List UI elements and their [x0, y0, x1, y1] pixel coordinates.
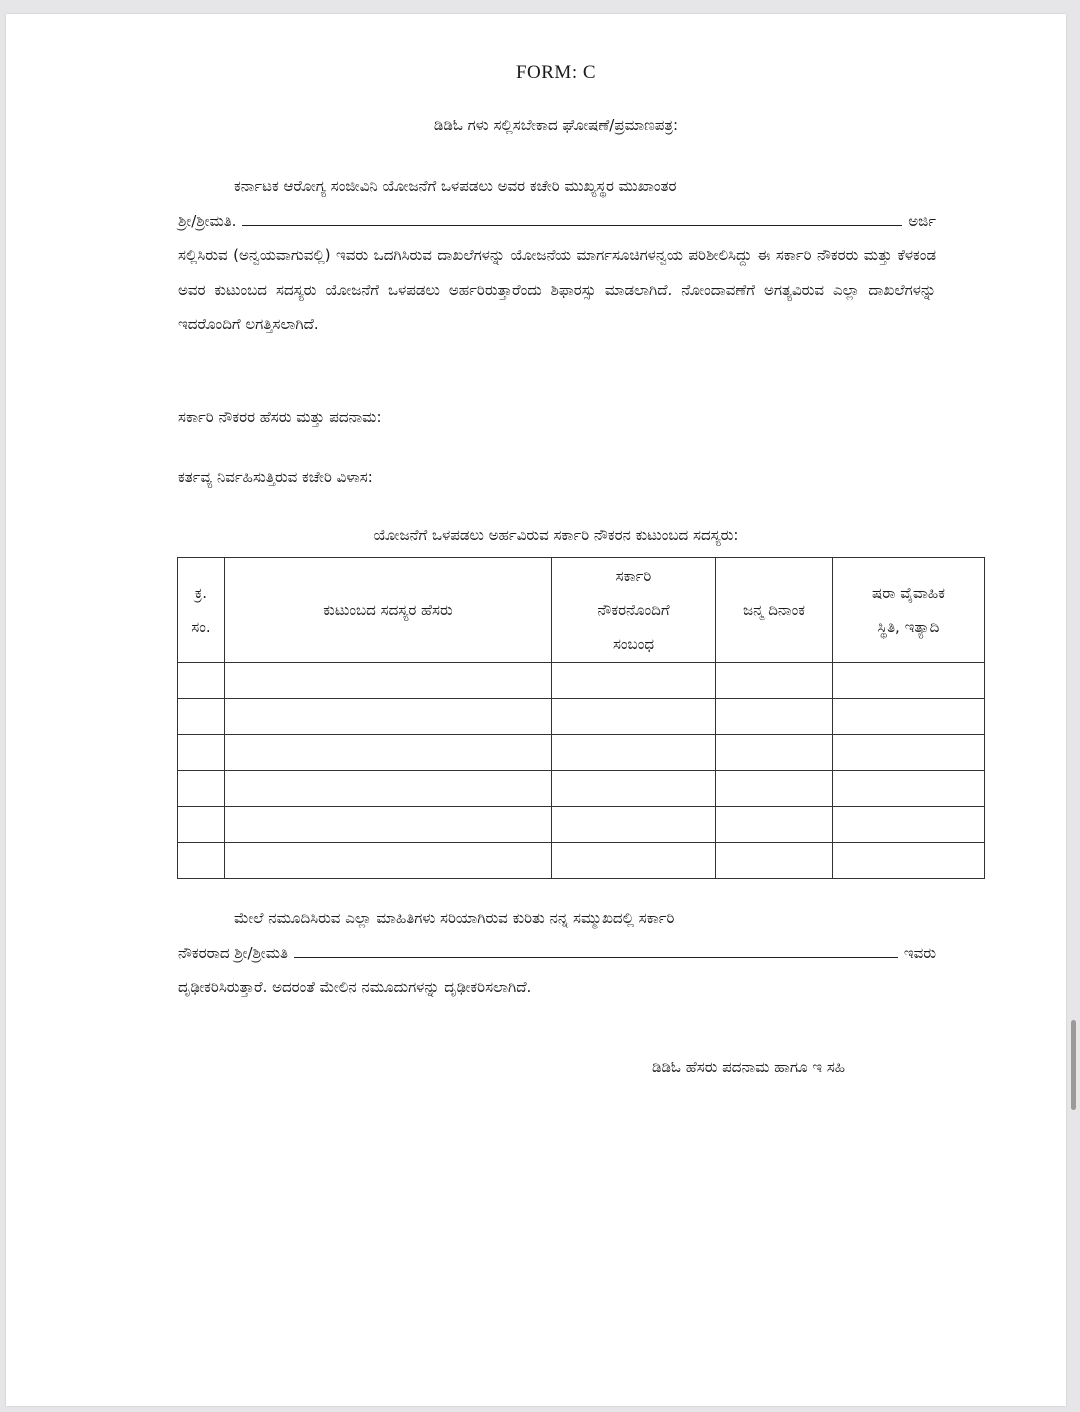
table-row — [178, 807, 985, 843]
table-cell[interactable] — [225, 807, 552, 843]
confirm-name-blank[interactable] — [294, 939, 898, 958]
table-cell[interactable] — [833, 771, 985, 807]
employee-name-line — [178, 204, 936, 239]
header-serial — [178, 558, 225, 663]
header-relation-line1: ಸರ್ಕಾರಿ — [615, 567, 652, 585]
form-title: FORM: C — [515, 62, 597, 83]
table-cell[interactable] — [178, 735, 225, 771]
table-row — [178, 735, 985, 771]
table-cell[interactable] — [225, 699, 552, 735]
header-remarks-line2: ಸ್ಥಿತಿ, ಇತ್ಯಾದಿ — [877, 618, 940, 636]
header-serial-line1: ಕ್ರ. — [194, 584, 208, 602]
table-cell[interactable] — [225, 735, 552, 771]
table-cell[interactable] — [716, 771, 833, 807]
document-page — [6, 14, 1066, 1406]
recommendation-paragraph — [178, 169, 936, 342]
table-row — [178, 771, 985, 807]
table-cell[interactable] — [716, 807, 833, 843]
paragraph2-rest: ದೃಢೀಕರಿಸಿರುತ್ತಾರೆ. ಅದರಂತೆ ಮೇಲಿನ ನಮೂದುಗಳನ್ನು ದೃಢೀಕರಿಸಲಾಗಿದೆ. — [178, 978, 532, 996]
paragraph1-rest: ಸಲ್ಲಿಸಿರುವ (ಅನ್ವಯವಾಗುವಲ್ಲಿ) ಇವರು ಒದಗಿಸಿರುವ ದಾಖಲೆಗಳನ್ನು ಯೋಜನೆಯ ಮಾರ್ಗಸೂಚಿಗಳನ್ವಯ ಪರಿಶೀಲಿಸಿದ್ದು ಈ ಸರ್ಕಾರಿ ನೌಕರರು ಮತ್ತು ಕೆಳಕಂಡ ಅವರ ಕುಟುಂಬದ ಸದಸ್ಯರು ಯೋಜನೆಗೆ ಒಳಪಡಲು ಅರ್ಹರಿರುತ್ತಾರೆಂದು ಶಿಫಾರಸ್ಸು ಮಾಡಲಾಗಿದೆ. ನೋಂದಾವಣೆಗೆ ಅಗತ್ಯವಿರುವ ಎಲ್ಲಾ ದಾಖಲೆಗಳನ್ನು ಇದರೊಂದಿಗೆ ಲಗತ್ತಿಸಲಾಗಿದೆ. — [178, 246, 936, 333]
table-row — [178, 663, 985, 699]
form-subtitle: ಡಿಡಿಓ ಗಳು ಸಲ್ಲಿಸಬೇಕಾದ ಘೋಷಣೆ/ಪ್ರಮಾಣಪತ್ರ: — [433, 116, 679, 134]
confirm-prefix: ನೌಕರರಾದ ಶ್ರೀ/ಶ್ರೀಮತಿ — [178, 943, 288, 962]
table-cell[interactable] — [833, 699, 985, 735]
header-relation-line3: ಸಂಬಂಧ — [612, 635, 655, 653]
family-members-table — [177, 557, 985, 879]
table-cell[interactable] — [833, 807, 985, 843]
table-cell[interactable] — [552, 843, 716, 879]
paragraph1-line1 — [178, 169, 936, 204]
table-cell[interactable] — [225, 663, 552, 699]
table-cell[interactable] — [716, 843, 833, 879]
table-cell[interactable] — [178, 843, 225, 879]
table-cell[interactable] — [178, 699, 225, 735]
paragraph2-line1 — [178, 901, 936, 936]
table-cell[interactable] — [225, 843, 552, 879]
table-cell[interactable] — [833, 663, 985, 699]
paragraph2-line1-text: ಮೇಲೆ ನಮೂದಿಸಿರುವ ಎಲ್ಲಾ ಮಾಹಿತಿಗಳು ಸರಿಯಾಗಿರುವ ಕುರಿತು ನನ್ನ ಸಮ್ಮುಖದಲ್ಲಿ ಸರ್ಕಾರಿ — [234, 909, 675, 927]
table-header-row — [178, 558, 985, 663]
header-member-name: ಕುಟುಂಬದ ಸದಸ್ಯರ ಹೆಸರು — [225, 558, 552, 663]
confirm-suffix: ಇವರು — [903, 943, 936, 962]
office-address-label: ಕರ್ತವ್ಯ ನಿರ್ವಹಿಸುತ್ತಿರುವ ಕಚೇರಿ ವಿಳಾಸ: — [178, 468, 373, 486]
table-cell[interactable] — [225, 771, 552, 807]
table-cell[interactable] — [178, 663, 225, 699]
table-cell[interactable] — [178, 807, 225, 843]
table-row — [178, 843, 985, 879]
table-cell[interactable] — [552, 699, 716, 735]
table-cell[interactable] — [716, 663, 833, 699]
table-cell[interactable] — [552, 663, 716, 699]
table-cell[interactable] — [833, 843, 985, 879]
name-prefix: ಶ್ರೀ/ಶ್ರೀಮತಿ. — [178, 211, 237, 230]
ddo-signature-label: ಡಿಡಿಓ ಹೆಸರು ಪದನಾಮ ಹಾಗೂ ಇ ಸಹಿ — [652, 1058, 846, 1076]
table-cell[interactable] — [833, 735, 985, 771]
table-cell[interactable] — [716, 699, 833, 735]
header-remarks-line1: ಷರಾ ವೈವಾಹಿಕ — [872, 584, 945, 602]
employee-name-designation-label: ಸರ್ಕಾರಿ ನೌಕರರ ಹೆಸರು ಮತ್ತು ಪದನಾಮ: — [178, 408, 382, 426]
table-cell[interactable] — [178, 771, 225, 807]
header-serial-line2: ಸಂ. — [191, 618, 211, 636]
confirmation-paragraph — [178, 901, 936, 1005]
header-dob: ಜನ್ಮ ದಿನಾಂಕ — [716, 558, 833, 663]
table-cell[interactable] — [552, 807, 716, 843]
name-suffix: ಅರ್ಜಿ — [908, 211, 936, 230]
employee-name-blank[interactable] — [242, 207, 902, 226]
table-row — [178, 699, 985, 735]
scrollbar-thumb[interactable] — [1071, 1020, 1076, 1110]
paragraph1-line1-text: ಕರ್ನಾಟಕ ಆರೋಗ್ಯ ಸಂಜೀವಿನಿ ಯೋಜನೆಗೆ ಒಳಪಡಲು ಅವರ ಕಚೇರಿ ಮುಖ್ಯಸ್ಥರ ಮುಖಾಂತರ — [234, 177, 677, 195]
table-caption: ಯೋಜನೆಗೆ ಒಳಪಡಲು ಅರ್ಹವಿರುವ ಸರ್ಕಾರಿ ನೌಕರನ ಕುಟುಂಬದ ಸದಸ್ಯರು: — [373, 526, 739, 544]
header-remarks — [833, 558, 985, 663]
confirm-name-line — [178, 936, 936, 971]
table-cell[interactable] — [716, 735, 833, 771]
header-relation-line2: ನೌಕರನೊಂದಿಗೆ — [597, 601, 670, 619]
table-cell[interactable] — [552, 771, 716, 807]
table-cell[interactable] — [552, 735, 716, 771]
header-relation — [552, 558, 716, 663]
